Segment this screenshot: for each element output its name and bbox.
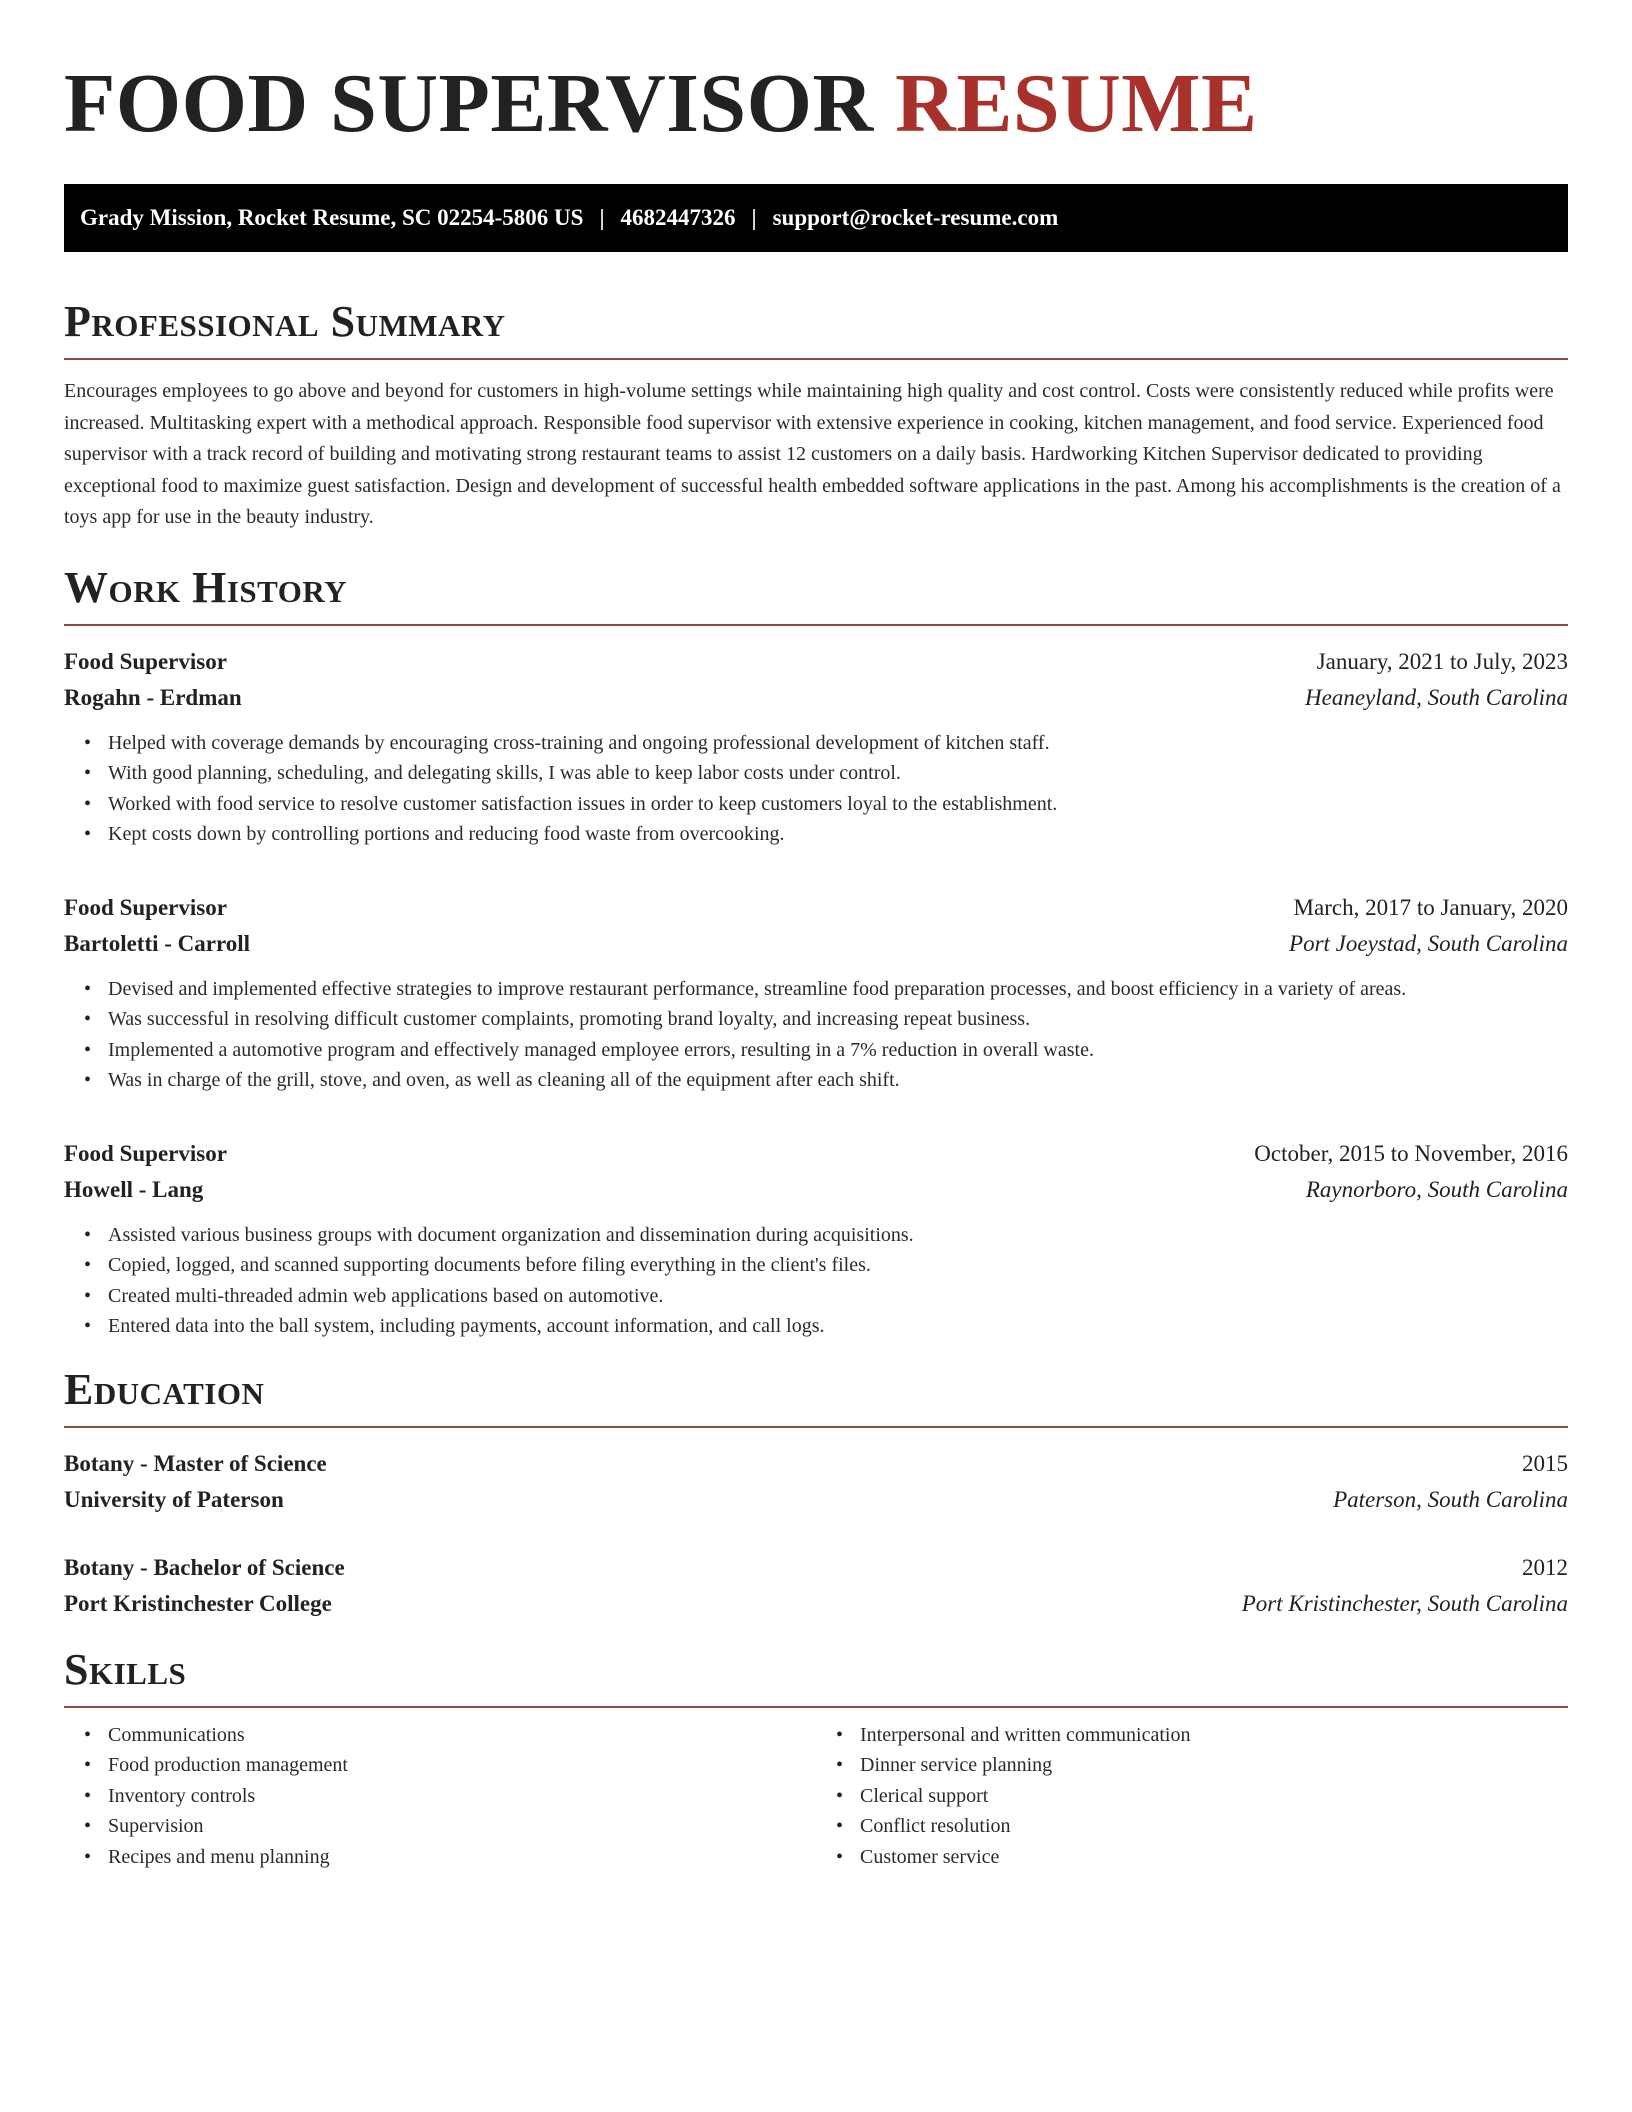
job-bullets bbox=[64, 1220, 1568, 1342]
title-main: FOOD SUPERVISOR bbox=[64, 57, 874, 150]
education-school: University of Paterson bbox=[64, 1486, 284, 1512]
job-entry bbox=[64, 890, 1568, 1096]
job-location: Port Joeystad, South Carolina bbox=[1289, 930, 1568, 956]
job-company-row bbox=[64, 926, 1568, 962]
job-bullet: • Assisted various business groups with document organization and dissemination during acquisitions. bbox=[108, 1220, 1568, 1251]
skill-item: • Dinner service planning bbox=[860, 1750, 1568, 1781]
job-bullet: • Was in charge of the grill, stove, and oven, as well as cleaning all of the equipment after each shift. bbox=[108, 1065, 1568, 1096]
job-bullet: • Worked with food service to resolve customer satisfaction issues in order to keep customers loyal to the establishment. bbox=[108, 789, 1568, 820]
skill-item: • Inventory controls bbox=[108, 1781, 816, 1812]
contact-address: Grady Mission, Rocket Resume, SC 02254-5806 US bbox=[80, 205, 584, 230]
education-entry bbox=[64, 1550, 1568, 1622]
education-degree-row bbox=[64, 1446, 1568, 1482]
skill-item: • Interpersonal and written communication bbox=[860, 1720, 1568, 1751]
education-school: Port Kristinchester College bbox=[64, 1590, 332, 1616]
education-location: Paterson, South Carolina bbox=[1333, 1486, 1568, 1512]
title-accent: RESUME bbox=[895, 57, 1258, 150]
skill-item: • Recipes and menu planning bbox=[108, 1842, 816, 1873]
skills-column-right bbox=[816, 1720, 1568, 1873]
education-heading: Education bbox=[64, 1364, 1568, 1428]
contact-separator: | bbox=[751, 205, 757, 230]
education-year: 2012 bbox=[1522, 1554, 1568, 1580]
job-bullet: • Kept costs down by controlling portions and reducing food waste from overcooking. bbox=[108, 819, 1568, 850]
skills-heading: Skills bbox=[64, 1644, 1568, 1708]
skill-item: • Communications bbox=[108, 1720, 816, 1751]
summary-heading: Professional Summary bbox=[64, 296, 1568, 360]
job-bullets bbox=[64, 974, 1568, 1096]
education-degree-row bbox=[64, 1550, 1568, 1586]
job-dates: October, 2015 to November, 2016 bbox=[1254, 1140, 1568, 1166]
job-dates: January, 2021 to July, 2023 bbox=[1316, 648, 1568, 674]
work-history-heading: Work History bbox=[64, 562, 1568, 626]
contact-email: support@rocket-resume.com bbox=[772, 205, 1059, 230]
education-school-row bbox=[64, 1482, 1568, 1518]
job-header-row bbox=[64, 890, 1568, 926]
job-bullet: • Implemented a automotive program and effectively managed employee errors, resulting in a 7% reduction in overall waste. bbox=[108, 1035, 1568, 1066]
job-title: Food Supervisor bbox=[64, 1140, 227, 1166]
job-company-row bbox=[64, 1172, 1568, 1208]
education-entry bbox=[64, 1446, 1568, 1518]
job-title: Food Supervisor bbox=[64, 648, 227, 674]
job-header-row bbox=[64, 644, 1568, 680]
skill-item: • Food production management bbox=[108, 1750, 816, 1781]
skill-item: • Supervision bbox=[108, 1811, 816, 1842]
education-location: Port Kristinchester, South Carolina bbox=[1241, 1590, 1568, 1616]
job-company: Bartoletti - Carroll bbox=[64, 930, 251, 956]
job-location: Heaneyland, South Carolina bbox=[1305, 684, 1568, 710]
job-bullet: • With good planning, scheduling, and delegating skills, I was able to keep labor costs under control. bbox=[108, 758, 1568, 789]
job-company-row bbox=[64, 680, 1568, 716]
skills-grid bbox=[64, 1720, 1568, 1873]
job-entry bbox=[64, 644, 1568, 850]
job-header-row bbox=[64, 1136, 1568, 1172]
education-year: 2015 bbox=[1522, 1450, 1568, 1476]
education-degree: Botany - Master of Science bbox=[64, 1450, 327, 1476]
skills-column-left bbox=[64, 1720, 816, 1873]
job-bullet: • Devised and implemented effective strategies to improve restaurant performance, streamline food preparation processes, and boost efficiency in a variety of areas. bbox=[108, 974, 1568, 1005]
job-bullet: • Helped with coverage demands by encouraging cross-training and ongoing professional development of kitchen staff. bbox=[108, 728, 1568, 759]
education-degree: Botany - Bachelor of Science bbox=[64, 1554, 345, 1580]
contact-separator: | bbox=[599, 205, 605, 230]
job-location: Raynorboro, South Carolina bbox=[1305, 1176, 1568, 1202]
job-dates: March, 2017 to January, 2020 bbox=[1293, 894, 1568, 920]
job-entry bbox=[64, 1136, 1568, 1342]
resume-title bbox=[64, 56, 1568, 152]
summary-text: Encourages employees to go above and beyond for customers in high-volume settings while maintaining high quality and cost control. Costs were consistently reduced while profits were increased. Multitasking expert with a methodical approach. Responsible food supervisor with extensive experience in cooking, kitchen management, and food service. Experienced food supervisor with a track record of building and motivating strong restaurant teams to assist 12 customers on a daily basis. Hardworking Kitchen Supervisor dedicated to providing exceptional food to maximize guest satisfaction. Design and development of successful health embedded software applications in the past. Among his accomplishments is the creation of a toys app for use in the beauty industry. bbox=[64, 380, 1561, 528]
contact-phone: 4682447326 bbox=[620, 205, 736, 230]
job-company: Rogahn - Erdman bbox=[64, 684, 242, 710]
job-bullet: • Entered data into the ball system, including payments, account information, and call logs. bbox=[108, 1311, 1568, 1342]
contact-bar bbox=[64, 184, 1568, 252]
job-title: Food Supervisor bbox=[64, 894, 227, 920]
job-bullet: • Was successful in resolving difficult customer complaints, promoting brand loyalty, and increasing repeat business. bbox=[108, 1004, 1568, 1035]
skill-item: • Clerical support bbox=[860, 1781, 1568, 1812]
job-bullet: • Copied, logged, and scanned supporting documents before filing everything in the client's files. bbox=[108, 1250, 1568, 1281]
job-bullets bbox=[64, 728, 1568, 850]
education-school-row bbox=[64, 1586, 1568, 1622]
job-bullet: • Created multi-threaded admin web applications based on automotive. bbox=[108, 1281, 1568, 1312]
skill-item: • Customer service bbox=[860, 1842, 1568, 1873]
job-company: Howell - Lang bbox=[64, 1176, 204, 1202]
skill-item: • Conflict resolution bbox=[860, 1811, 1568, 1842]
